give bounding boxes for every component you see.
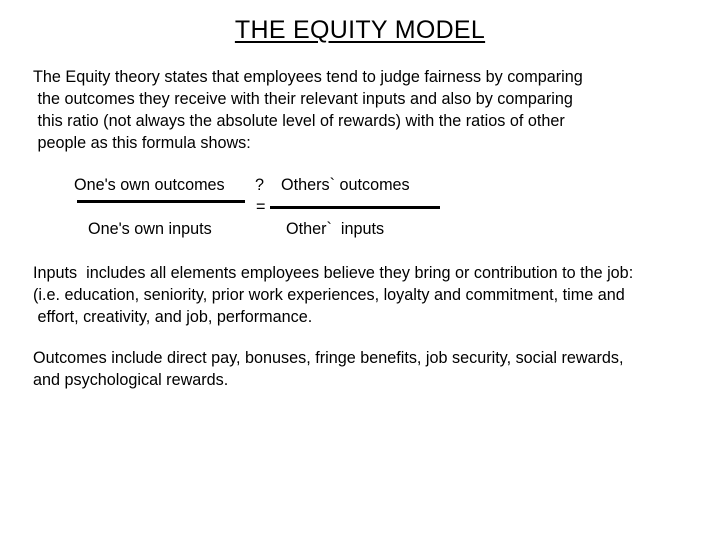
- intro-line: this ratio (not always the absolute level of rewards) with the ratios of other: [33, 112, 565, 130]
- outcomes-line: Outcomes include direct pay, bonuses, fringe benefits, job security, social rewards,: [33, 349, 624, 367]
- formula-right-denominator: Other` inputs: [286, 220, 385, 238]
- intro-paragraph: [33, 66, 583, 154]
- formula-right-numerator: Others` outcomes: [281, 176, 410, 194]
- intro-line: people as this formula shows:: [33, 134, 251, 152]
- outcomes-paragraph: [33, 347, 624, 391]
- formula-left-fraction-bar: [77, 200, 245, 203]
- intro-line: The Equity theory states that employees tend to judge fairness by comparing: [33, 68, 583, 86]
- formula-right-fraction-bar: [270, 206, 440, 209]
- inputs-paragraph: [33, 262, 633, 328]
- inputs-line: effort, creativity, and job, performance.: [33, 308, 313, 326]
- outcomes-line: and psychological rewards.: [33, 371, 229, 389]
- intro-line: the outcomes they receive with their relevant inputs and also by comparing: [33, 90, 573, 108]
- inputs-line: Inputs includes all elements employees believe they bring or contribution to the job:: [33, 264, 634, 282]
- formula-equals-sign: =: [256, 198, 266, 216]
- formula-left-denominator: One's own inputs: [88, 220, 212, 238]
- inputs-line: (i.e. education, seniority, prior work experiences, loyalty and commitment, time and: [33, 286, 625, 304]
- formula-left-numerator: One's own outcomes: [74, 176, 225, 194]
- slide-title: THE EQUITY MODEL: [234, 16, 486, 44]
- formula-unknown-symbol: ?: [255, 176, 265, 194]
